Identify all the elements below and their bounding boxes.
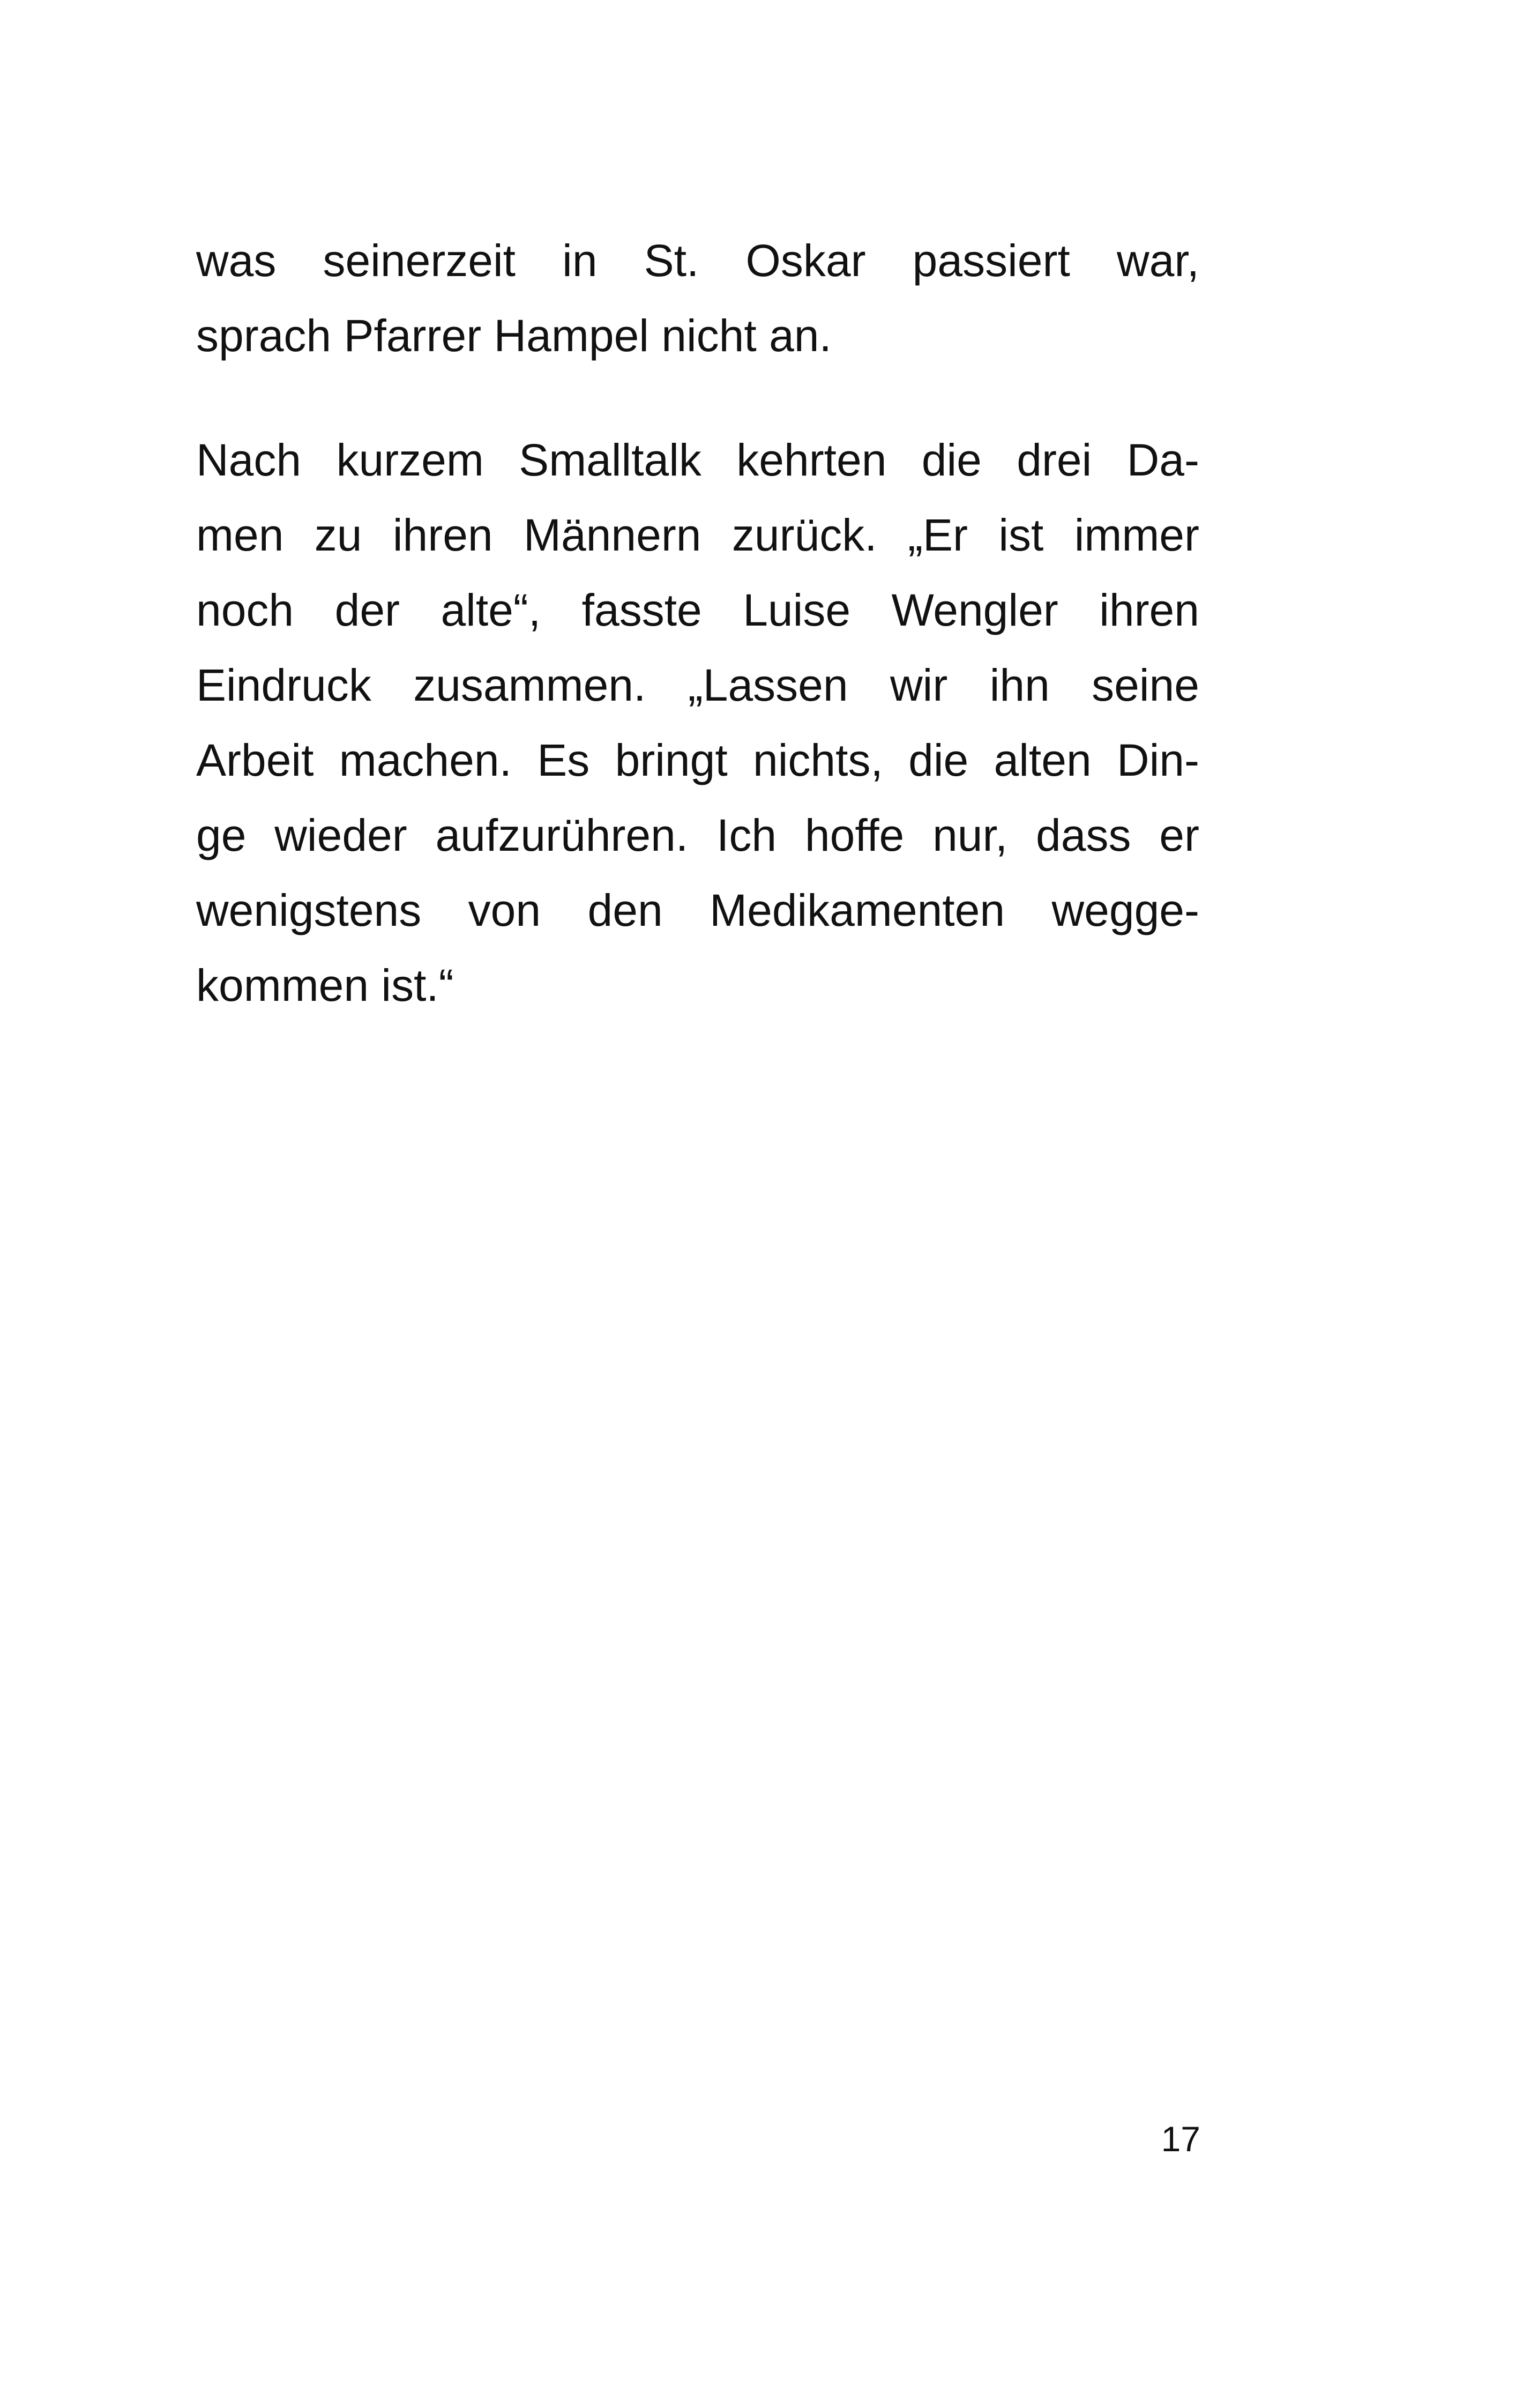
- paragraph-line: sprach Pfarrer Hampel nicht an.: [196, 310, 832, 361]
- paragraph-line: noch der alte“, fasste Luise Wengler ihren: [196, 585, 1199, 635]
- paragraph-line: men zu ihren Männern zurück. „Er ist immer: [196, 510, 1199, 560]
- page-number: 17: [1161, 2119, 1200, 2159]
- paragraph-line: Arbeit machen. Es bringt nichts, die alten Din-: [196, 735, 1199, 785]
- paragraph-line: Eindruck zusammen. „Lassen wir ihn seine: [196, 660, 1199, 710]
- paragraph-line: ge wieder aufzurühren. Ich hoffe nur, dass er: [196, 810, 1199, 860]
- paragraph-line: was seinerzeit in St. Oskar passiert war,: [196, 235, 1199, 286]
- paragraph-line: wenigstens von den Medikamenten wegge-: [196, 885, 1199, 935]
- paragraph-line: kommen ist.“: [196, 960, 454, 1010]
- paragraph-1: [196, 223, 1199, 373]
- paragraph-2: [196, 422, 1199, 1023]
- paragraph-line: Nach kurzem Smalltalk kehrten die drei Da-: [196, 435, 1199, 485]
